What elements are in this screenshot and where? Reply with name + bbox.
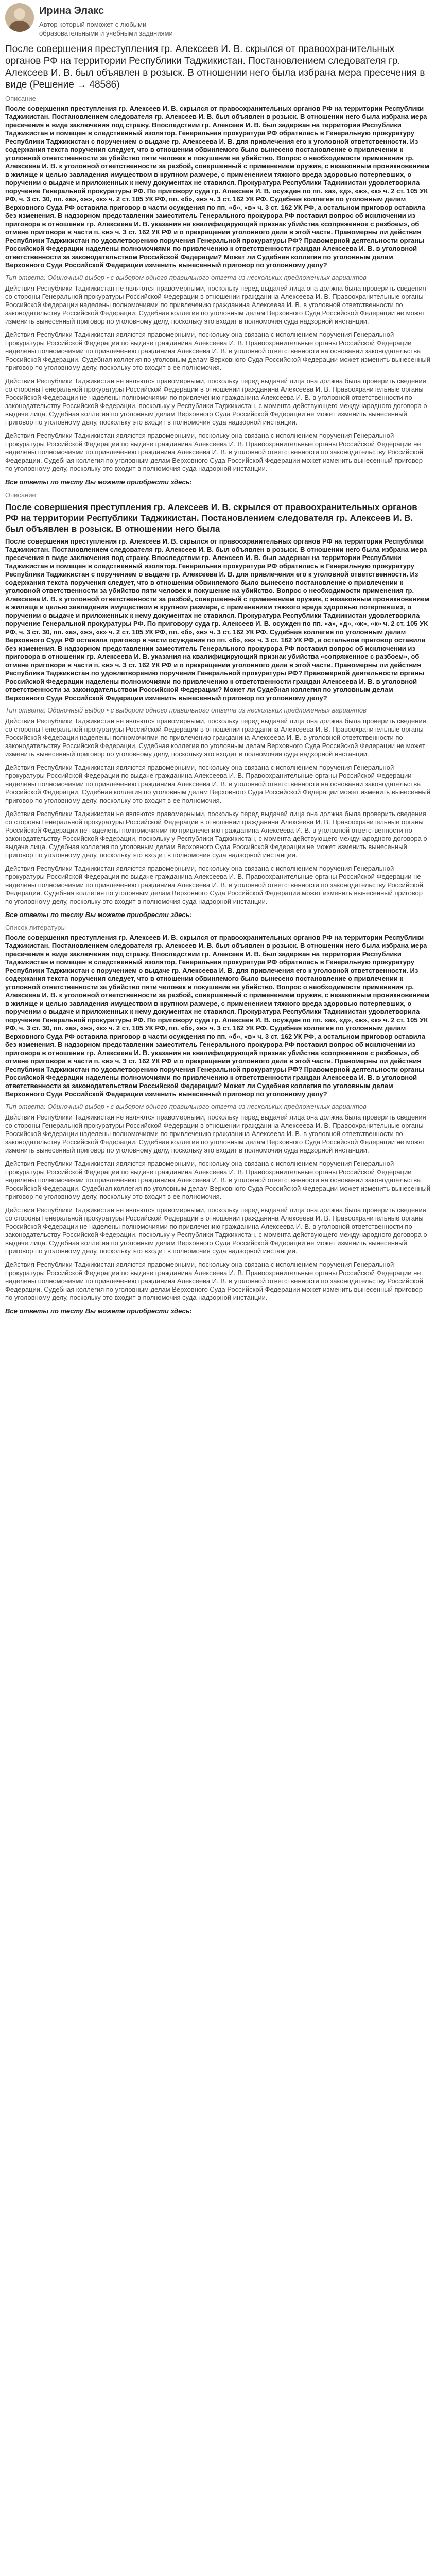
buy-answers-link-3[interactable]: Все ответы по тесту Вы можете приобрести здесь: <box>5 1307 192 1315</box>
answer-type-label-2: Тип ответа: Одиночный выбор • с выбором одного правильного ответа из нескольких предложенных вариантов <box>5 706 367 714</box>
answer-option-1-4: Действия Республики Таджикистан являются правомерными, поскольку она связана с исполнением поручения Генеральной прокуратуры Российской Федерации по выдаче гражданина Алексеева И. В. Правоохранительные органы Российской Федерации не наделены полномочиями по привлечению гражданина Алексеева И. В. в уголовной ответственности по законодательству Российской Федерации. Судебная коллегия по уголовным делам Верховного Суда Российской Федерации может изменить вынесенный приговор по уголовному делу, поскольку это входит в полномочия суда надзорной инстанции. <box>5 432 424 472</box>
question-title: После совершения преступления гр. Алексеев И. В. скрылся от правоохранительных органов РФ на территории Республики Таджикистан. Постановлением следователя гр. Алексеев И. В. был объявлен в розыск. В отношении него была избрана мера пресечения в виде (Решение → 48586) <box>5 44 425 90</box>
case-text-2: После совершения преступления гр. Алексеев И. В. скрылся от правоохранительных органов РФ на территории Республики Таджикистан. Постановлением следователя гр. Алексеев И. В. был объявлен в розыск. В отношении него была избрана мера пресечения в виде заключения под стражу. Впоследствии гр. Алексеев И. В. был задержан на территории Республики Таджикистан и помещен в следственный изолятор. Генеральная прокуратура РФ обратилась в Генеральную прокуратуру Республики Таджикистан с поручением о выдаче гр. Алексеева И. В. для привлечения его к уголовной ответственности. Из содержания текста поручения следует, что в отношении обвиняемого было вынесено постановление о привлечении к уголовной ответственности за убийство пяти человек и покушение на убийство. Вопрос о необходимости применения гр. Алексеева И. В. к уголовной ответственности за разбой, совершенный с применением оружия, с незаконным проникновением в жилище и целью завладения имуществом в крупном размере, с применением тяжкого вреда здоровью потерпевших, о поручении о выдаче и приложенных к нему документах не ставился. Прокуратура Республики Таджикистан удовлетворила поручение Генеральной прокуратуры РФ. По приговору суда гр. Алексеев И. В. осужден по пп. «а», «д», «ж», «к» ч. 2 ст. 105 УК РФ, ч. 3 ст. 30, пп. «а», «ж», «к» ч. 2 ст. 105 УК РФ, пп. «б», «в» ч. 3 ст. 162 УК РФ. Судебная коллегия по уголовным делам Верховного Суда РФ оставила приговор в части осуждения по пп. «б», «в» ч. 3 ст. 162 УК РФ, а остальном приговор оставила без изменения. В надзорном представлении заместитель Генерального прокурора РФ поставил вопрос об исключении из приговора в отношении гр. Алексеева И. В. указания на квалифицирующий признак убийства «сопряженное с разбоем», об отмене приговора в части п. «в» ч. 3 ст. 162 УК РФ и о прекращении уголовного дела в этой части. Правомерны ли действия Республики Таджикистан по удовлетворению поручения Генеральной прокуратуры РФ? Правомерной деятельности органы Российской Федерации наделены полномочиями по привлечению к ответственности граждан Алексеева И. В. в уголовной ответственности за законодательством Российской Федерации? Может ли Судебная коллегия по уголовным делам Верховного Суда Российской Федерации изменить вынесенный приговор по уголовному делу? <box>5 537 430 702</box>
case-text-1: После совершения преступления гр. Алексеев И. В. скрылся от правоохранительных органов РФ на территории Республики Таджикистан. Постановлением следователя гр. Алексеев И. В. был объявлен в розыск. В отношении него была избрана мера пресечения в виде заключения под стражу. Впоследствии гр. Алексеев И. В. был задержан на территории Республики Таджикистан и помещен в следственный изолятор. Генеральная прокуратура РФ обратилась в Генеральную прокуратуру Республики Таджикистан с поручением о выдаче гр. Алексеева И. В. для привлечения его к уголовной ответственности. Из содержания текста поручения следует, что в отношении обвиняемого было вынесено постановление о привлечении к уголовной ответственности за убийство пяти человек и покушение на убийство. Вопрос о необходимости применения гр. Алексеева И. В. к уголовной ответственности за разбой, совершенный с применением оружия, с незаконным проникновением в жилище и целью завладения имуществом в крупном размере, с применением тяжкого вреда здоровью потерпевших, о поручении о выдаче и приложенных к нему документах не ставился. Прокуратура Республики Таджикистан удовлетворила поручение Генеральной прокуратуры РФ. По приговору суда гр. Алексеев И. В. осужден по пп. «а», «д», «ж», «к» ч. 2 ст. 105 УК РФ, ч. 3 ст. 30, пп. «а», «ж», «к» ч. 2 ст. 105 УК РФ, пп. «б», «в» ч. 3 ст. 162 УК РФ. Судебная коллегия по уголовным делам Верховного Суда РФ оставила приговор в части осуждения по пп. «б», «в» ч. 3 ст. 162 УК РФ, а остальном приговор оставила без изменения. В надзорном представлении заместитель Генерального прокурора РФ поставил вопрос об исключении из приговора в отношении гр. Алексеева И. В. указания на квалифицирующий признак убийства «сопряженное с разбоем», об отмене приговора в части п. «в» ч. 3 ст. 162 УК РФ и о прекращении уголовного дела в этой части. Правомерны ли действия Республики Таджикистан по удовлетворению поручения Генеральной прокуратуры РФ? Правомерной деятельности органы Российской Федерации наделены полномочиями по привлечению к ответственности граждан Алексеева И. В. в уголовной ответственности за законодательством Российской Федерации? Может ли Судебная коллегия по уголовным делам Верховного Суда Российской Федерации изменить вынесенный приговор по уголовному делу? <box>5 105 430 269</box>
answer-option-3-4: Действия Республики Таджикистан являются правомерными, поскольку она связана с исполнением поручения Генеральной прокуратуры Российской Федерации по выдаче гражданина Алексеева И. В. Правоохранительные органы Российской Федерации не наделены полномочиями по привлечению гражданина Алексеева И. В. в уголовной ответственности по законодательству Российской Федерации. Судебная коллегия по уголовным делам Верховного Суда Российской Федерации может изменить вынесенный приговор по уголовному делу, поскольку это входит в полномочия суда надзорной инстанции. <box>5 1261 424 1301</box>
author-description: Автор который поможет с любыми образовательными и учебными заданиями <box>39 21 173 37</box>
case-text-3: После совершения преступления гр. Алексеев И. В. скрылся от правоохранительных органов РФ на территории Республики Таджикистан. Постановлением следователя гр. Алексеев И. В. был объявлен в розыск. В отношении него была избрана мера пресечения в виде заключения под стражу. Впоследствии гр. Алексеев И. В. был задержан на территории Республики Таджикистан и помещен в следственный изолятор. Генеральная прокуратура РФ обратилась в Генеральную прокуратуру Республики Таджикистан с поручением о выдаче гр. Алексеева И. В. для привлечения его к уголовной ответственности. Из содержания текста поручения следует, что в отношении обвиняемого было вынесено постановление о привлечении к уголовной ответственности за убийство пяти человек и покушение на убийство. Вопрос о необходимости применения гр. Алексеева И. В. к уголовной ответственности за разбой, совершенный с применением оружия, с незаконным проникновением в жилище и целью завладения имуществом в крупном размере, с применением тяжкого вреда здоровью потерпевших, о поручении о выдаче и приложенных к нему документах не ставился. Прокуратура Республики Таджикистан удовлетворила поручение Генеральной прокуратуры РФ. По приговору суда гр. Алексеев И. В. осужден по пп. «а», «д», «ж», «к» ч. 2 ст. 105 УК РФ, ч. 3 ст. 30, пп. «а», «ж», «к» ч. 2 ст. 105 УК РФ, пп. «б», «в» ч. 3 ст. 162 УК РФ. Судебная коллегия по уголовным делам Верховного Суда РФ оставила приговор в части осуждения по пп. «б», «в» ч. 3 ст. 162 УК РФ, а остальном приговор оставила без изменения. В надзорном представлении заместитель Генерального прокурора РФ поставил вопрос об исключении из приговора в отношении гр. Алексеева И. В. указания на квалифицирующий признак убийства «сопряженное с разбоем», об отмене приговора в части п. «в» ч. 3 ст. 162 УК РФ и о прекращении уголовного дела в этой части. Правомерны ли действия Республики Таджикистан по удовлетворению поручения Генеральной прокуратуры РФ? Правомерной деятельности органы Российской Федерации наделены полномочиями по привлечению к ответственности граждан Алексеева И. В. в уголовной ответственности за законодательством Российской Федерации? Может ли Судебная коллегия по уголовным делам Верховного Суда Российской Федерации изменить вынесенный приговор по уголовному делу? <box>5 934 430 1098</box>
author-avatar <box>5 3 34 32</box>
answer-option-3-1: Действия Республики Таджикистан не являются правомерными, поскольку перед выдачей лица она должна была проверить сведения со стороны Генеральной прокуратуры Российской Федерации в отношении гражданина Алексеева И. В. Правоохранительные органы Российской Федерации наделены полномочиями по привлечению гражданина Алексеева И. В. в уголовной ответственности по законодательству Российской Федерации. Судебная коллегия по уголовным делам Верховного Суда Российской Федерации не может изменить вынесенный приговор по уголовному делу, поскольку это входит в полномочия суда надзорной инстанции. <box>5 1113 426 1154</box>
description-label-2: Описание <box>5 491 36 499</box>
description-label: Описание <box>5 95 36 103</box>
buy-answers-link-2[interactable]: Все ответы по тесту Вы можете приобрести здесь: <box>5 911 192 919</box>
answer-option-2-1: Действия Республики Таджикистан не являются правомерными, поскольку перед выдачей лица она должна была проверить сведения со стороны Генеральной прокуратуры Российской Федерации в отношении гражданина Алексеева И. В. Правоохранительные органы Российской Федерации наделены полномочиями по привлечению гражданина Алексеева И. В. в уголовной ответственности по законодательству Российской Федерации. Судебная коллегия по уголовным делам Верховного Суда Российской Федерации не может изменить вынесенный приговор по уголовному делу, поскольку это входит в полномочия суда надзорной инстанции. <box>5 717 426 758</box>
answer-option-1-1: Действия Республики Таджикистан не являются правомерными, поскольку перед выдачей лица она должна была проверить сведения со стороны Генеральной прокуратуры Российской Федерации в отношении гражданина Алексеева И. В. Правоохранительные органы Российской Федерации наделены полномочиями по привлечению гражданина Алексеева И. В. в уголовной ответственности по законодательству Российской Федерации. Судебная коллегия по уголовным делам Верховного Суда Российской Федерации не может изменить вынесенный приговор по уголовному делу, поскольку это входит в полномочия суда надзорной инстанции. <box>5 284 426 325</box>
case-heading-2: После совершения преступления гр. Алексеев И. В. скрылся от правоохранительных органов РФ на территории Республики Таджикистан. Постановлением следователя гр. Алексеев И. В. был объявлен в розыск. В отношении него была <box>5 502 417 534</box>
answer-option-3-3: Действия Республики Таджикистан не являются правомерными, поскольку перед выдачей лица она должна была проверить сведения со стороны Генеральной прокуратуры Российской Федерации в отношении гражданина Алексеева И. В. Правоохранительные органы Российской Федерации не наделены полномочиями по привлечению гражданина Алексеева И. В. в уголовной ответственности по законодательству Российской Федерации, поскольку у Республики Таджикистан, с момента действующего международного договора о выдаче лица. Судебная коллегия по уголовным делам Верховного Суда Российской Федерации не может изменить вынесенный приговор по уголовному делу, поскольку это входит в полномочия суда надзорной инстанции. <box>5 1206 427 1255</box>
answer-type-label-3: Тип ответа: Одиночный выбор • с выбором одного правильного ответа из нескольких предложенных вариантов <box>5 1103 367 1110</box>
author-card <box>5 3 431 40</box>
answer-option-2-2: Действия Республики Таджикистан являются правомерными, поскольку она связана с исполнением поручения Генеральной прокуратуры Российской Федерации по выдаче гражданина Алексеева И. В. Правоохранительные органы Российской Федерации наделены полномочиями по привлечению гражданина Алексеева И. В. в уголовной ответственности на основании законодательства Российской Федерации. Судебная коллегия по уголовным делам Верховного Суда Российской Федерации может изменить вынесенный приговор по уголовному делу, поскольку это входит в ее полномочия. <box>5 764 431 804</box>
answer-option-1-3: Действия Республики Таджикистан не являются правомерными, поскольку перед выдачей лица она должна была проверить сведения со стороны Генеральной прокуратуры Российской Федерации в отношении гражданина Алексеева И. В. Правоохранительные органы Российской Федерации не наделены полномочиями по привлечению гражданина Алексеева И. В. в уголовной ответственности по законодательству Российской Федерации, поскольку у Республики Таджикистан, с момента действующего международного договора о выдаче лица. Судебная коллегия по уголовным делам Верховного Суда Российской Федерации не может изменить вынесенный приговор по уголовному делу, поскольку это входит в полномочия суда надзорной инстанции. <box>5 377 427 426</box>
answer-option-2-4: Действия Республики Таджикистан являются правомерными, поскольку она связана с исполнением поручения Генеральной прокуратуры Российской Федерации по выдаче гражданина Алексеева И. В. Правоохранительные органы Российской Федерации не наделены полномочиями по привлечению гражданина Алексеева И. В. в уголовной ответственности по законодательству Российской Федерации. Судебная коллегия по уголовным делам Верховного Суда Российской Федерации может изменить вынесенный приговор по уголовному делу, поскольку это входит в полномочия суда надзорной инстанции. <box>5 865 424 905</box>
answer-option-1-2: Действия Республики Таджикистан являются правомерными, поскольку она связана с исполнением поручения Генеральной прокуратуры Российской Федерации по выдаче гражданина Алексеева И. В. Правоохранительные органы Российской Федерации наделены полномочиями по привлечению гражданина Алексеева И. В. в уголовной ответственности на основании законодательства Российской Федерации. Судебная коллегия по уголовным делам Верховного Суда Российской Федерации может изменить вынесенный приговор по уголовному делу, поскольку это входит в ее полномочия. <box>5 331 431 371</box>
answer-type-label-1: Тип ответа: Одиночный выбор • с выбором одного правильного ответа из нескольких предложенных вариантов <box>5 274 367 281</box>
author-name[interactable]: Ирина Элакс <box>39 5 104 16</box>
references-label: Список литературы <box>5 924 66 931</box>
author-info <box>39 3 194 38</box>
buy-answers-link-1[interactable]: Все ответы по тесту Вы можете приобрести здесь: <box>5 478 192 486</box>
answer-option-2-3: Действия Республики Таджикистан не являются правомерными, поскольку перед выдачей лица она должна была проверить сведения со стороны Генеральной прокуратуры Российской Федерации в отношении гражданина Алексеева И. В. Правоохранительные органы Российской Федерации не наделены полномочиями по привлечению гражданина Алексеева И. В. в уголовной ответственности по законодательству Российской Федерации, поскольку у Республики Таджикистан, с момента действующего международного договора о выдаче лица. Судебная коллегия по уголовным делам Верховного Суда Российской Федерации не может изменить вынесенный приговор по уголовному делу, поскольку это входит в полномочия суда надзорной инстанции. <box>5 810 427 859</box>
answer-option-3-2: Действия Республики Таджикистан являются правомерными, поскольку она связана с исполнением поручения Генеральной прокуратуры Российской Федерации по выдаче гражданина Алексеева И. В. Правоохранительные органы Российской Федерации наделены полномочиями по привлечению гражданина Алексеева И. В. в уголовной ответственности на основании законодательства Российской Федерации. Судебная коллегия по уголовным делам Верховного Суда Российской Федерации может изменить вынесенный приговор по уголовному делу, поскольку это входит в ее полномочия. <box>5 1160 431 1200</box>
